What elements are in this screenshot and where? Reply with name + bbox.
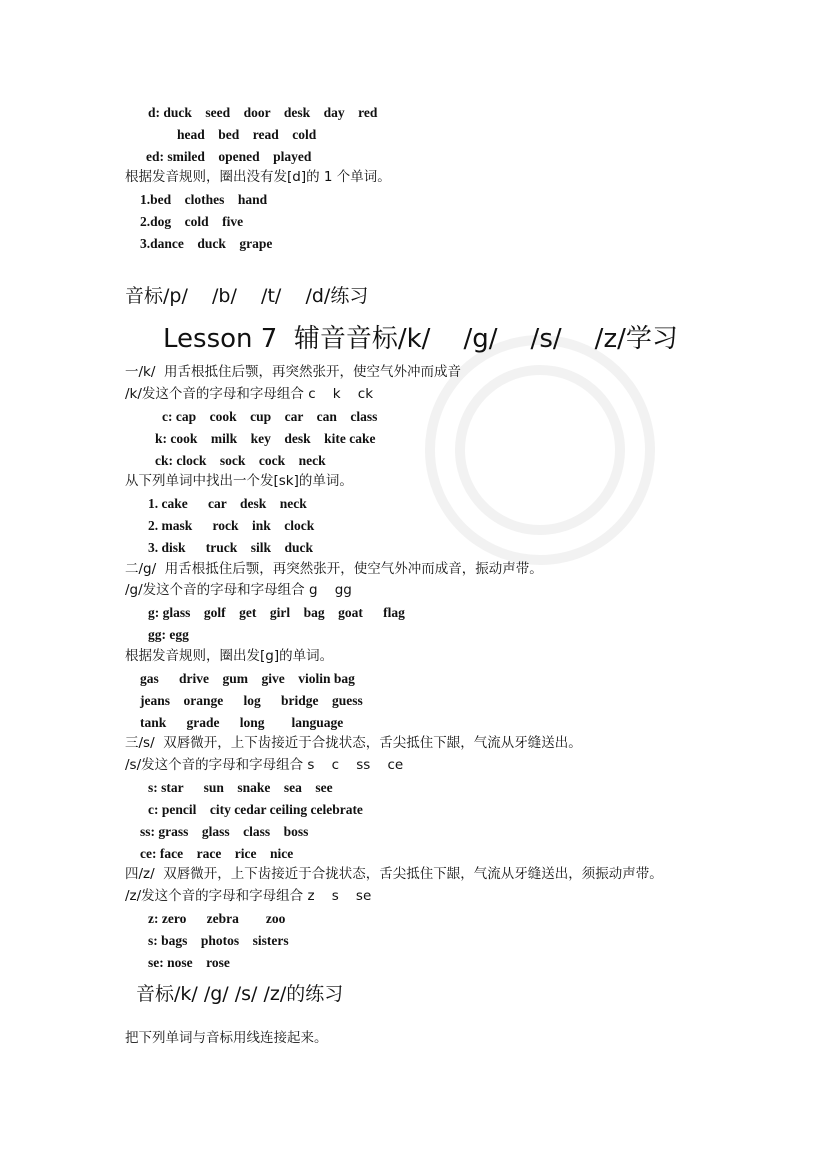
word-list: ss: grass glass class boss [140,824,309,839]
word-list: c: cap cook cup car can class [162,409,378,424]
exercise-item: 1. cake car desk neck [148,496,307,511]
lesson-title: Lesson 7 辅音音标/k/ /g/ /s/ /z/学习 [163,324,678,354]
description-text: /g/发这个音的字母和字母组合 g gg [125,582,352,598]
word-list: ck: clock sock cock neck [155,453,326,468]
word-list: z: zero zebra zoo [148,911,286,926]
word-list: se: nose rose [148,955,230,970]
exercise-item: 2.dog cold five [140,214,244,229]
section-heading: 音标/p/ /b/ /t/ /d/练习 [125,285,369,307]
exercise-item: gas drive gum give violin bag [140,671,355,686]
description-text: 三/s/ 双唇微开，上下齿接近于合拢状态，舌尖抵住下龈，气流从牙缝送出。 [125,735,582,751]
exercise-item: tank grade long language [140,715,344,730]
word-list: s: bags photos sisters [148,933,289,948]
section-heading: 音标/k/ /g/ /s/ /z/的练习 [136,983,344,1005]
description-text: 二/g/ 用舌根抵住后颚，再突然张开，使空气外冲而成音，振动声带。 [125,561,543,577]
exercise-item: 3.dance duck grape [140,236,273,251]
word-list: g: glass golf get girl bag goat flag [148,605,405,620]
description-text: 四/z/ 双唇微开，上下齿接近于合拢状态，舌尖抵住下龈，气流从牙缝送出，须振动声带。 [125,866,663,882]
instruction-text: 从下列单词中找出一个发[sk]的单词。 [125,473,353,489]
exercise-item: 1.bed clothes hand [140,192,268,207]
word-list: ce: face race rice nice [140,846,294,861]
instruction-text: 根据发音规则，圈出发[g]的单词。 [125,648,334,664]
description-text: /k/发这个音的字母和字母组合 c k ck [125,386,374,402]
text-line: d: duck seed door desk day red [148,105,378,120]
exercise-item: 2. mask rock ink clock [148,518,315,533]
description-text: /z/发这个音的字母和字母组合 z s se [125,888,372,904]
description-text: /s/发这个音的字母和字母组合 s c ss ce [125,757,404,773]
exercise-item: jeans orange log bridge guess [140,693,363,708]
word-list: s: star sun snake sea see [148,780,333,795]
instruction-text: 根据发音规则，圈出没有发[d]的 1 个单词。 [125,169,391,185]
word-list: c: pencil city cedar ceiling celebrate [148,802,363,817]
word-list: gg: egg [148,627,189,642]
description-text: 一/k/ 用舌根抵住后颚，再突然张开，使空气外冲而成音 [125,364,461,380]
instruction-text: 把下列单词与音标用线连接起来。 [125,1030,328,1046]
text-line: ed: smiled opened played [146,149,312,164]
text-line: head bed read cold [177,127,317,142]
word-list: k: cook milk key desk kite cake [155,431,376,446]
exercise-item: 3. disk truck silk duck [148,540,314,555]
